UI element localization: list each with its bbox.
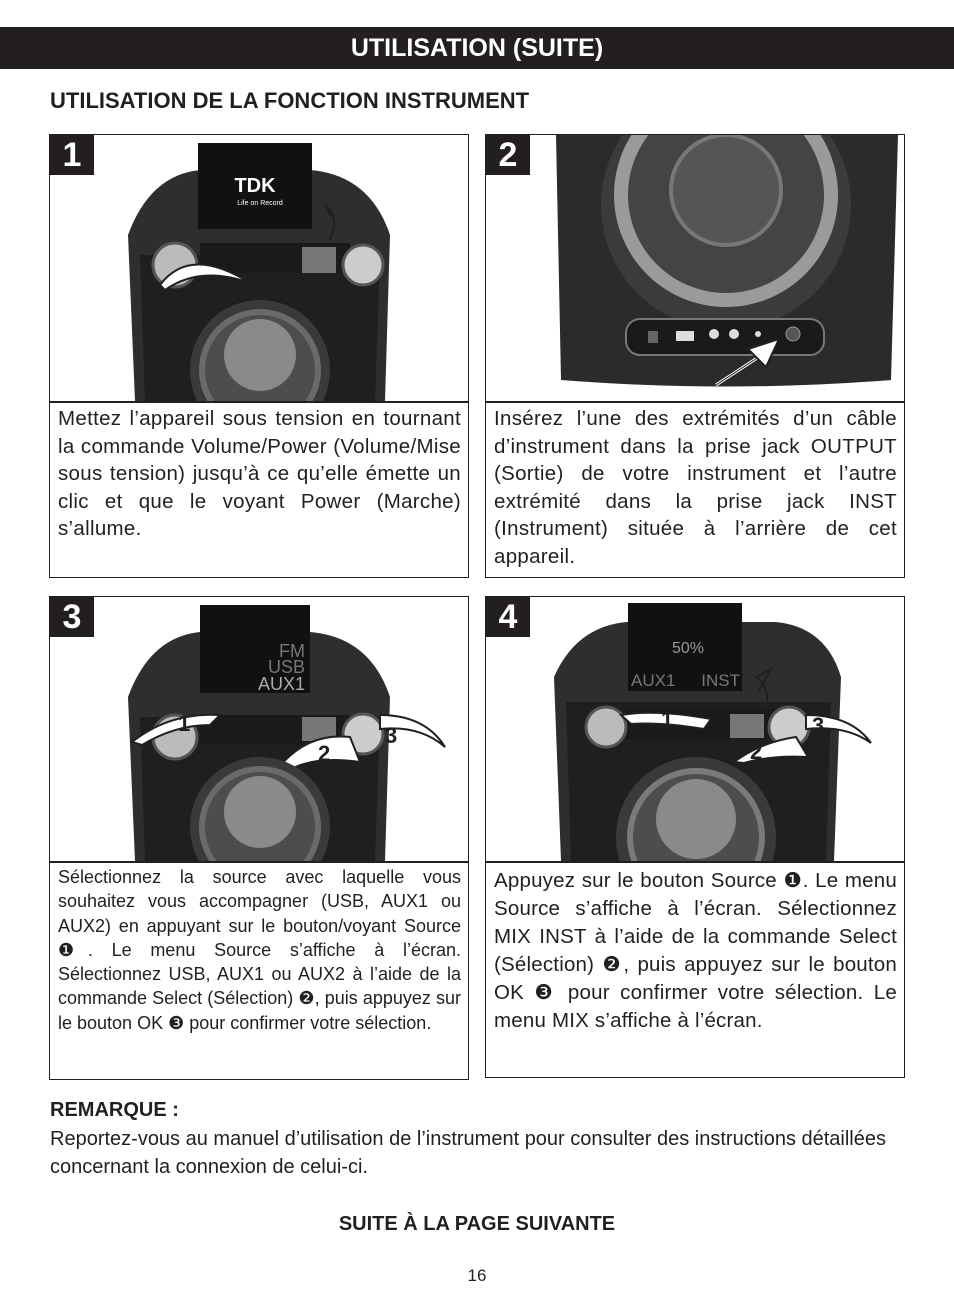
page-number: 16 <box>467 1266 487 1285</box>
step-3-illustration <box>50 597 468 863</box>
callout-1: 1 <box>178 711 191 736</box>
screen-right-label: INST <box>701 671 740 690</box>
step-2-number: 2 <box>486 135 530 175</box>
callout-3: 3 <box>385 723 398 748</box>
step-4-illustration <box>486 597 904 863</box>
step-4-number: 4 <box>486 597 530 637</box>
step-3-panel <box>49 596 469 1080</box>
step-1-number: 1 <box>50 135 94 175</box>
step-1-illustration <box>50 135 468 403</box>
step-2-panel <box>485 134 905 578</box>
page-header: UTILISATION (SUITE) <box>0 27 954 69</box>
continue-label: SUITE À LA PAGE SUIVANTE <box>338 1213 616 1235</box>
callout-1: 1 <box>661 707 674 732</box>
speaker-cone <box>224 319 296 391</box>
step-1-panel <box>49 134 469 578</box>
step-1-text: Mettez l’appareil sous tension en tournant la commande Volume/Power (Volume/Mise sous tension) jusqu’à ce qu’elle émette un clic et que le voyant Power (Marche) s’allume. <box>58 407 461 540</box>
callout-2: 2 <box>318 741 331 766</box>
logo-tagline: Life on Record <box>237 200 283 207</box>
note-label: REMARQUE : <box>50 1099 179 1121</box>
source-button <box>586 707 626 747</box>
speaker-cone <box>224 776 296 848</box>
step-2-illustration <box>486 135 904 403</box>
screen-line-aux1: AUX1 <box>257 674 305 694</box>
speaker-cone <box>656 779 736 859</box>
logo-text: TDK <box>234 175 276 197</box>
callout-3: 3 <box>812 713 825 738</box>
screen-line-fm: FM <box>279 641 305 661</box>
screen-percent: 50% <box>671 640 704 657</box>
section-title: UTILISATION DE LA FONCTION INSTRUMENT <box>50 88 530 113</box>
speaker-cone <box>671 135 781 245</box>
note-text: Reportez-vous au manuel d’utilisation de l’instrument pour consulter des instructions détaillées concernant la connexion de celui-ci. <box>50 1128 886 1178</box>
callout-2: 2 <box>750 739 763 764</box>
step-2-text: Insérez l’une des extrémités d’un câble d’instrument dans la prise jack OUTPUT (Sortie) de votre instrument et l’autre extrémité dans la prise jack INST (Instrument) située à l’arrière de cet appareil. <box>494 407 897 568</box>
screen-line-usb: USB <box>267 657 305 677</box>
usb-port-icon <box>676 331 694 341</box>
screen-left-label: AUX1 <box>631 671 676 690</box>
step-4-text: Appuyez sur le bouton Source ❶. Le menu Source s’affiche à l’écran. Sélectionnez MIX INST à l’aide de la commande Select (Sélection) ❷, puis appuyez sur le bouton OK ❸ pour confirmer votre sélection. Le menu MIX s’affiche à l’écran. <box>494 869 897 1032</box>
select-knob <box>343 245 383 285</box>
step-4-panel <box>485 596 905 1078</box>
step-3-text: Sélectionnez la source avec laquelle vous souhaitez vous accompagner (USB, AUX1 ou AUX2) en appuyant sur le bouton/voyant Source ❶. Le menu Source s’affiche à l’écran. Sélectionnez USB, AUX1 ou AUX2 à l’aide de la commande Select (Sélection) ❷, puis appuyez sur le bouton OK ❸ pour confirmer votre sélection. <box>58 867 461 1033</box>
inst-jack <box>786 327 800 341</box>
step-3-number: 3 <box>50 597 94 637</box>
